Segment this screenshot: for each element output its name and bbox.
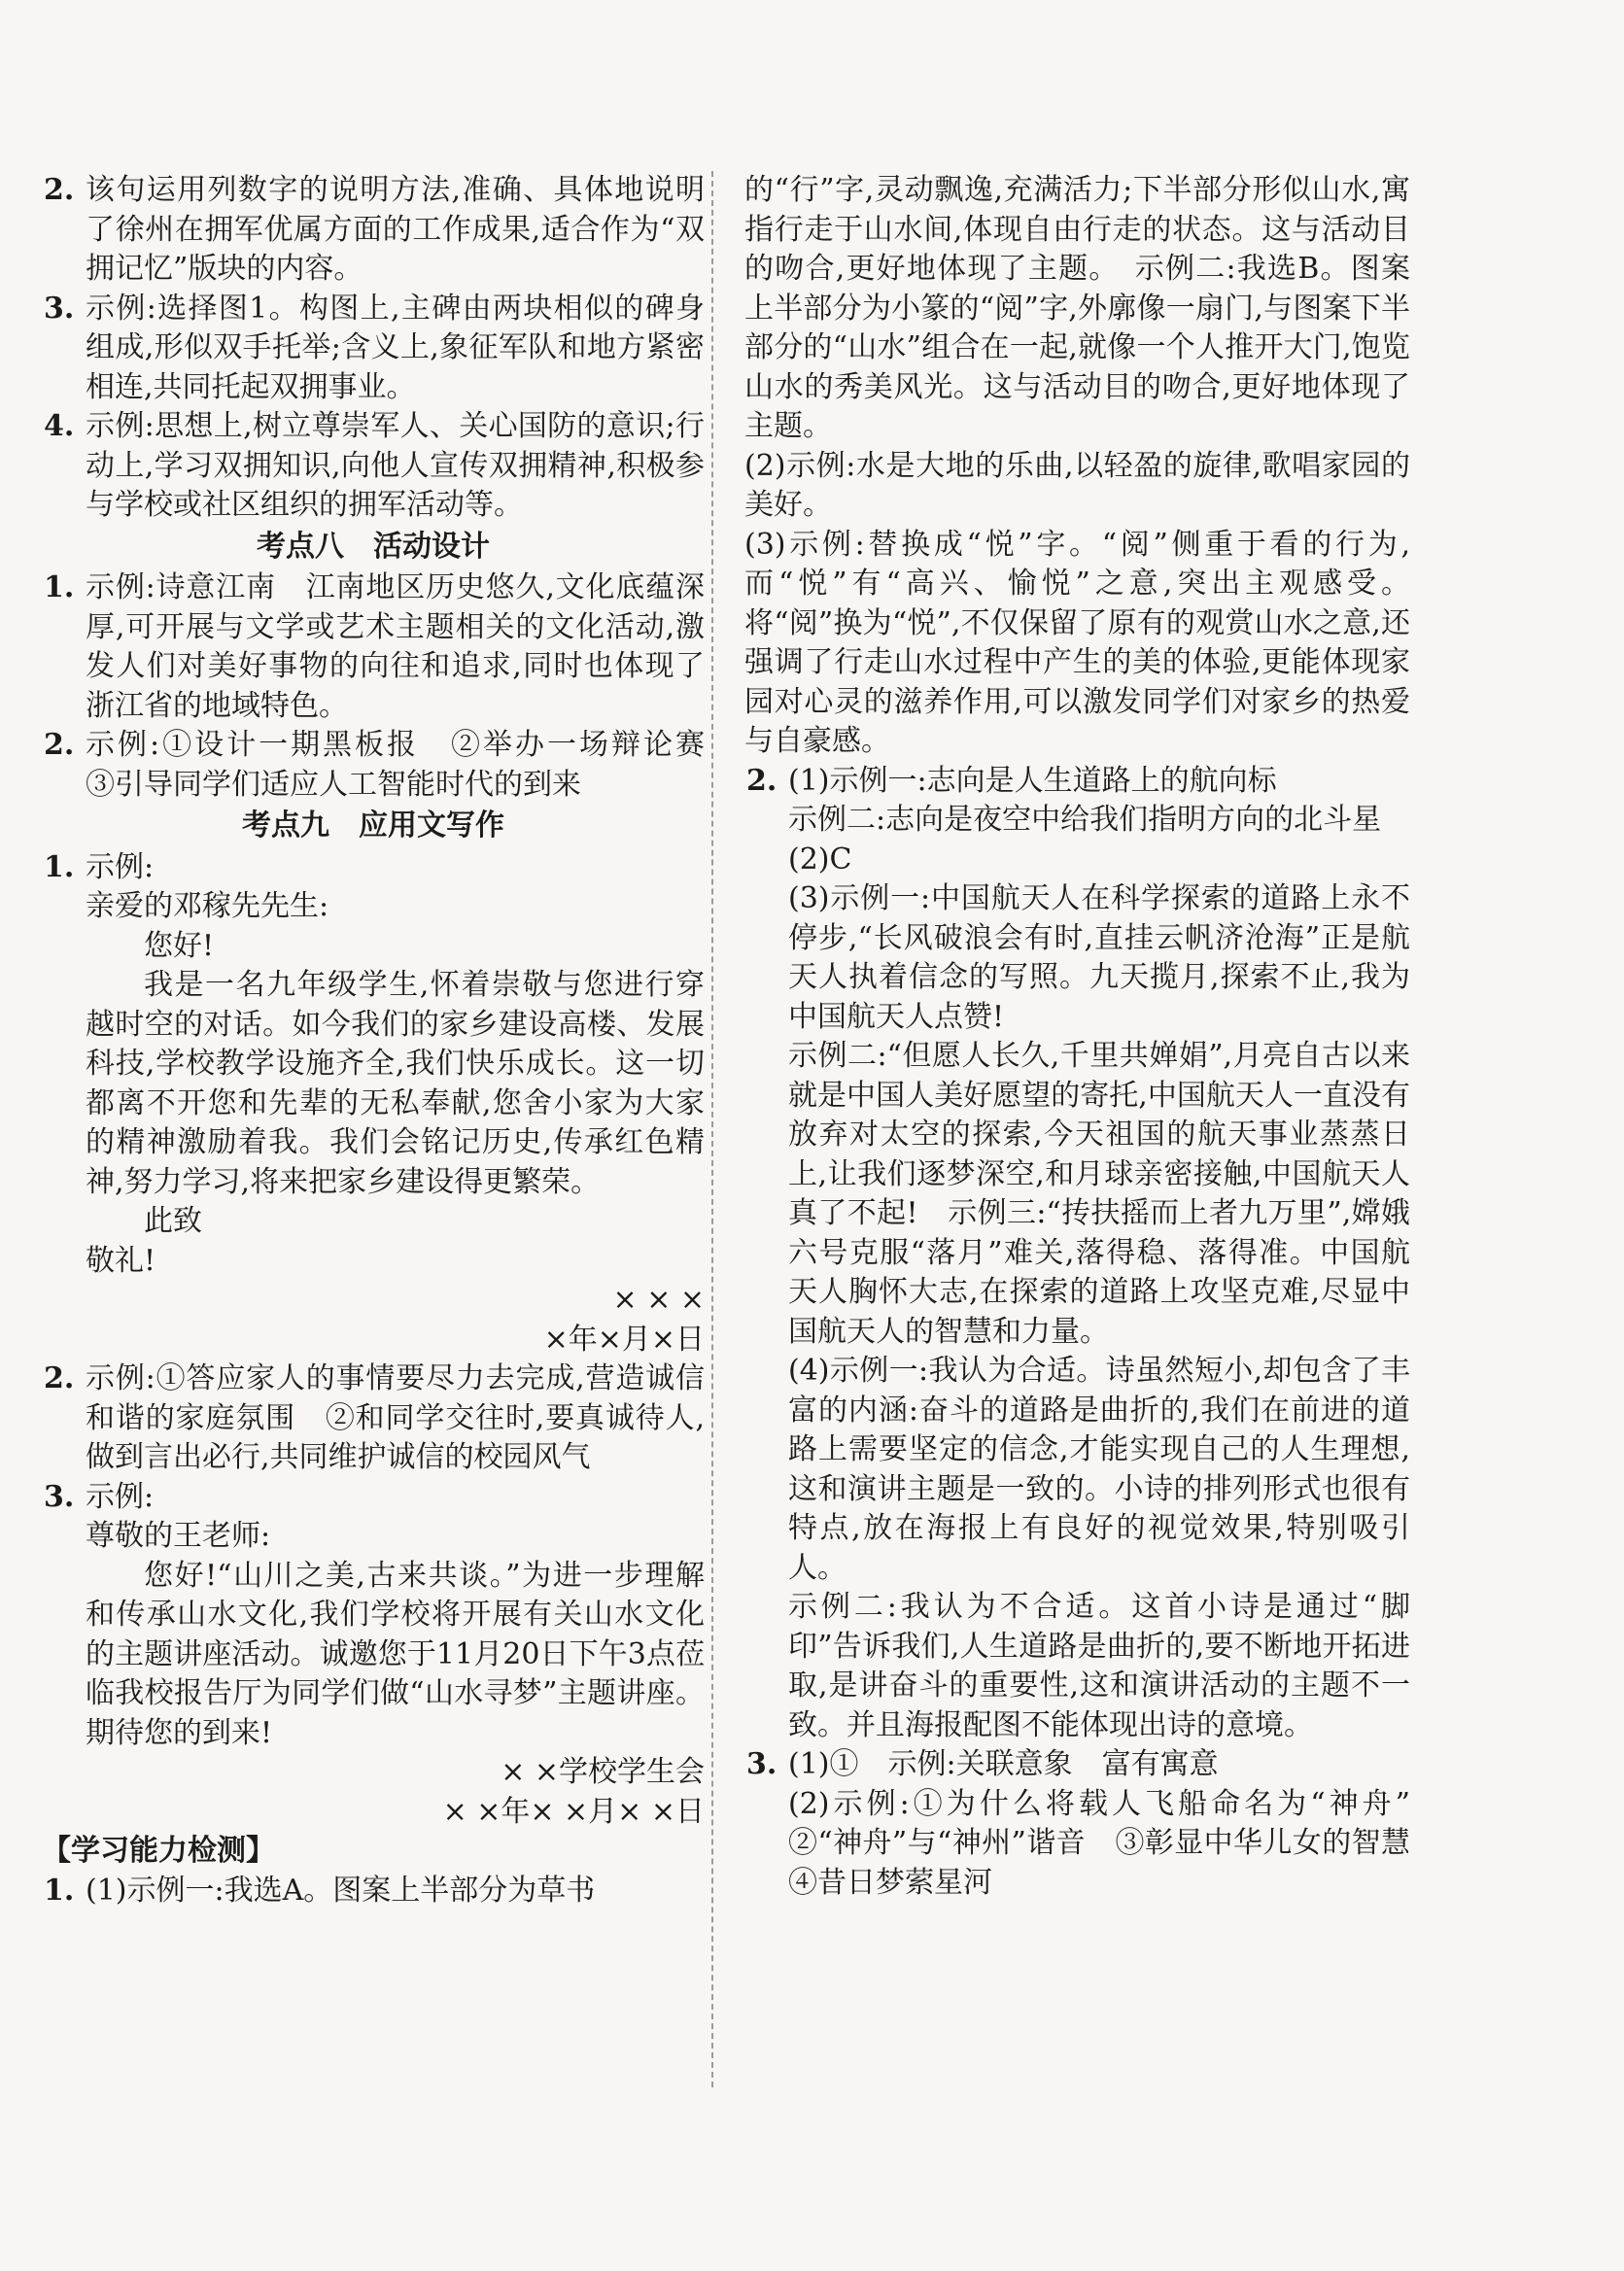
item-number: 3. — [44, 1479, 75, 1514]
letter-closing-1: 此致 — [144, 1204, 202, 1238]
answer-text: 示例:思想上,树立尊崇军人、关心国防的意识;行动上,学习双拥知识,向他人宣传双拥精神,积极参与学校或社区组织的拥军活动等。 — [86, 409, 705, 522]
item-number: 3. — [44, 291, 75, 326]
right-column — [744, 171, 1439, 1903]
invitation-salutation: 尊敬的王老师: — [86, 1519, 271, 1553]
left-column — [42, 171, 734, 1910]
item-number: 3. — [746, 1747, 777, 1781]
section-heading-9: 考点九 应用文写作 — [242, 809, 504, 843]
question-3-part-2: (2)示例:①为什么将载人飞船命名为“神舟” ②“神舟”与“神州”谐音 ③彰显中华儿女的智慧 ④昔日梦萦星河 — [788, 1786, 1439, 1900]
activity-answer-2 — [42, 726, 734, 805]
question-2-part-4b: 示例二:我认为不合适。这首小诗是通过“脚印”告诉我们,人生道路是曲折的,要不断地开拓进取,是讲奋斗的重要性,这和演讲活动的主题不一致。并且海报配图不能体现出诗的意境。 — [788, 1590, 1410, 1742]
invitation-date: × ×年× ×月× ×日 — [442, 1794, 705, 1829]
sub-answer-2: (2)示例:水是大地的乐曲,以轻盈的旋律,歌唱家园的美好。 — [744, 448, 1410, 522]
sub-answer-3: (3)示例:替换成“悦”字。“阅”侧重于看的行为,而“悦”有“高兴、愉悦”之意,突出主观感受。将“阅”换为“悦”,不仅保留了原有的观赏山水之意,还强调了行走山水过程中产生的美的体验,更能体现家园对心灵的滋养作用,可以激发同学们对家乡的热爱与自豪感。 — [744, 527, 1410, 758]
answer-text: (1)示例一:志向是人生道路上的航向标 — [788, 763, 1277, 798]
letter-body: 我是一名九年级学生,怀着崇敬与您进行穿越时空的对话。如今我们的家乡建设高楼、发展科技,学校教学设施齐全,我们快乐成长。这一切都离不开您和先辈的无私奉献,您舍小家为大家的精神激励着我。我们会铭记历史,传承红色精神,努力学习,将来把家乡建设得更繁荣。 — [86, 968, 705, 1199]
answer-label: 示例: — [86, 1479, 155, 1514]
item-number: 2. — [44, 1361, 75, 1395]
answer-3 — [42, 290, 705, 408]
item-number: 2. — [44, 728, 75, 762]
column-divider — [711, 171, 713, 2087]
item-number: 4. — [44, 409, 75, 443]
answer-label: 示例: — [86, 849, 155, 884]
writing-answer-3 — [42, 1478, 705, 1518]
writing-answer-1 — [42, 848, 705, 888]
question-2-part-3: (3)示例一:中国航天人在科学探索的道路上永不停步,“长风破浪会有时,直挂云帆济沧海”正是航天人执着信念的写照。九天揽月,探索不止,我为中国航天人点赞! — [788, 881, 1410, 1034]
question-3-part-1 — [744, 1745, 1410, 1785]
question-2-part-4: (4)示例一:我认为合适。诗虽然短小,却包含了丰富的内涵:奋斗的道路是曲折的,我们在前进的道路上需要坚定的信念,才能实现自己的人生理想,这和演讲主题是一致的。小诗的排列形式也很有特点,放在海报上有良好的视觉效果,特别吸引人。 — [788, 1354, 1410, 1585]
activity-answer-1 — [42, 568, 705, 726]
letter-closing-2: 敬礼! — [86, 1243, 156, 1278]
answer-text: 示例:①设计一期黑板报 ②举办一场辩论赛 ③引导同学们适应人工智能时代的到来 — [86, 728, 734, 802]
item-number: 1. — [44, 849, 75, 884]
item-number: 1. — [44, 1873, 75, 1908]
item-number: 2. — [746, 763, 777, 798]
ability-answer-1 — [42, 1872, 705, 1911]
letter-salutation: 亲爱的邓稼先先生: — [86, 889, 329, 923]
answer-text: (1)示例一:我选A。图案上半部分为草书 — [86, 1873, 596, 1908]
answer-4 — [42, 407, 705, 526]
question-2-part-1 — [744, 762, 1410, 802]
answer-continuation: 的“行”字,灵动飘逸,充满活力;下半部分形似山水,寓指行走于山水间,体现自由行走的状态。这与活动目的吻合,更好地体现了主题。 示例二:我选B。图案上半部分为小篆的“阅”字,外廓像一扇门,与图案下半部分的“山水”组合在一起,就像一个人推开大门,饱览山水的秀美风光。这与活动目的吻合,更好地体现了主题。 — [744, 173, 1410, 443]
answer-2 — [42, 171, 705, 290]
section-heading-8: 考点八 活动设计 — [257, 529, 490, 564]
answer-text: 示例:①答应家人的事情要尽力去完成,营造诚信和谐的家庭氛围 ②和同学交往时,要真诚待人,做到言出必行,共同维护诚信的校园风气 — [86, 1361, 705, 1474]
answer-text: 该句运用列数字的说明方法,准确、具体地说明了徐州在拥军优属方面的工作成果,适合作为“双拥记忆”版块的内容。 — [86, 173, 705, 286]
section-tag: 【学习能力检测】 — [42, 1834, 275, 1868]
question-2-part-1b: 示例二:志向是夜空中给我们指明方向的北斗星 — [788, 803, 1382, 837]
answer-text: 示例:选择图1。构图上,主碑由两块相似的碑身组成,形似双手托举;含义上,象征军队和地方紧密相连,共同托起双拥事业。 — [86, 291, 705, 404]
question-2-part-3b: 示例二:“但愿人长久,千里共婵娟”,月亮自古以来就是中国人美好愿望的寄托,中国航天人一直没有放弃对太空的探索,今天祖国的航天事业蒸蒸日上,让我们逐梦深空,和月球亲密接触,中国航天人真了不起! 示例三:“抟扶摇而上者九万里”,嫦娥六号克服“落月”难关,落得稳、落得准。中国航天人胸怀大志,在探索的道路上攻坚克难,尽显中国航天人的智慧和力量。 — [788, 1039, 1410, 1349]
writing-answer-2 — [42, 1359, 705, 1478]
item-number: 1. — [44, 570, 75, 604]
answer-text: (1)① 示例:关联意象 富有寓意 — [788, 1747, 1219, 1781]
invitation-signature: × ×学校学生会 — [501, 1755, 705, 1789]
letter-signature: × × × — [612, 1283, 705, 1317]
letter-date: ×年×月×日 — [543, 1322, 705, 1357]
answer-text: 示例:诗意江南 江南地区历史悠久,文化底蕴深厚,可开展与文学或艺术主题相关的文化活动,激发人们对美好事物的向往和追求,同时也体现了浙江省的地域特色。 — [86, 570, 705, 723]
invitation-body: 您好!“山川之美,古来共谈。”为进一步理解和传承山水文化,我们学校将开展有关山水文化的主题讲座活动。诚邀您于11月20日下午3点莅临我校报告厅为同学们做“山水寻梦”主题讲座。期待您的到来! — [86, 1558, 705, 1750]
question-2-part-2: (2)C — [788, 842, 852, 877]
item-number: 2. — [44, 173, 75, 207]
letter-greeting: 您好! — [144, 928, 215, 963]
